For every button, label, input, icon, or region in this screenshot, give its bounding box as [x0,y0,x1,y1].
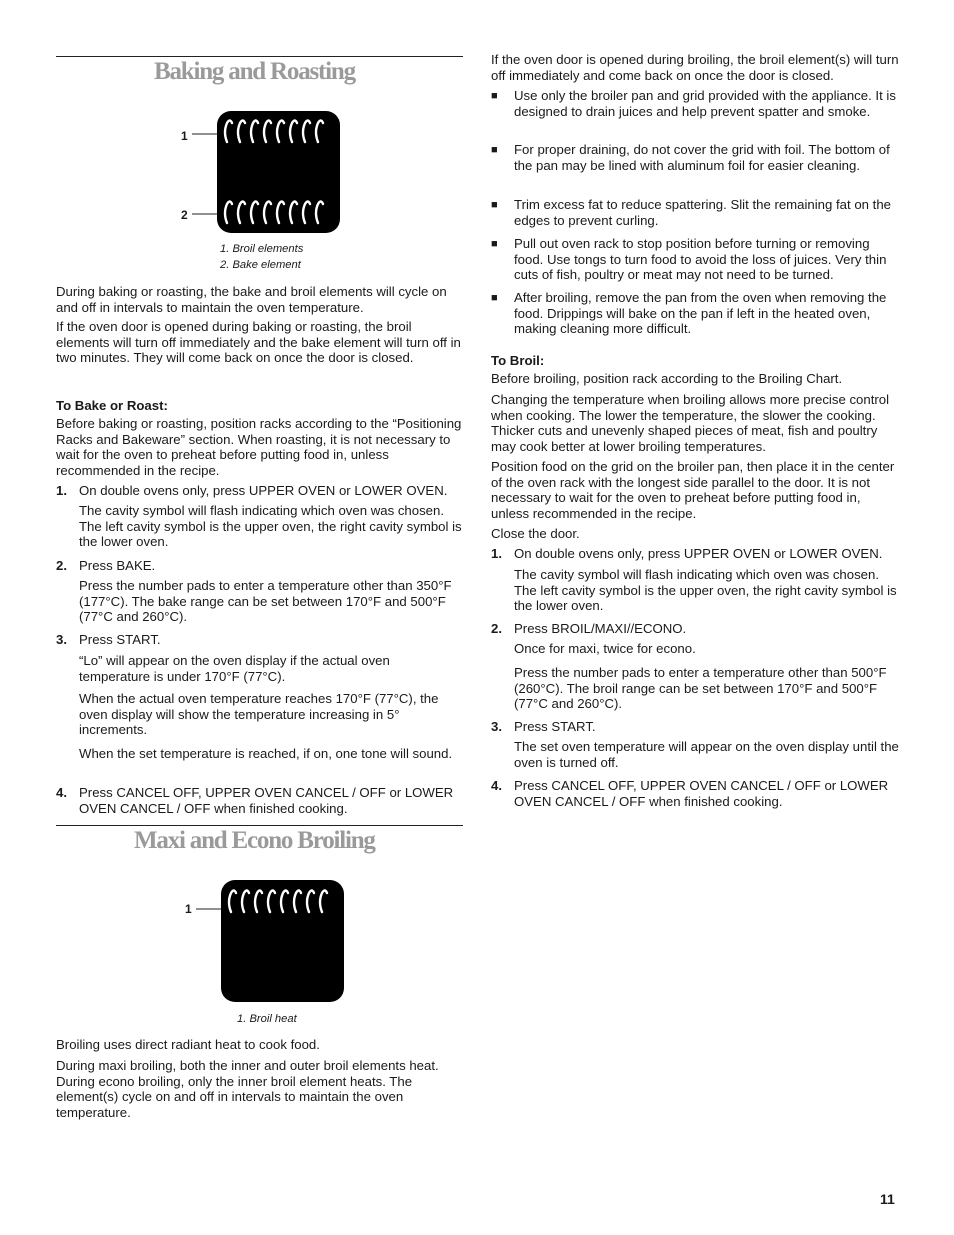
paragraph: Before broiling, position rack according to the Broiling Chart. [491,371,843,386]
maxi-section-title: Maxi and Econo Broiling [134,827,375,854]
step-text: Press BAKE. [79,558,156,573]
bullet-text: Trim excess fat to reduce spattering. Slit the remaining fat on the edges to prevent curling. [514,197,892,228]
bullet-text: Pull out oven rack to stop position before turning or removing food. Use tongs to turn food to avoid the loss of juices. Very thin cuts of fish, poultry or meat may not need to be turned. [514,236,887,283]
callout-number-1: 1 [185,902,192,916]
step-detail: When the actual oven temperature reaches 170°F (77°C), the oven display will show the temperature increasing in 5° increments. [79,691,439,738]
paragraph: During maxi broiling, both the inner and outer broil elements heat. During econo broiling, only the inner broil element heats. The element(s) cycle on and off in intervals to maintain the oven temperature. [56,1058,439,1120]
paragraph: If the oven door is opened during broiling, the broil element(s) will turn off immediately and come back on once the door is closed. [491,52,899,83]
figure-caption: 2. Bake element [220,259,301,271]
step-text: Press CANCEL OFF, UPPER OVEN CANCEL / OFF or LOWER OVEN CANCEL / OFF when finished cooking. [79,785,454,816]
bullet-glyph: ■ [491,144,498,156]
figure-caption: 1. Broil heat [237,1013,297,1025]
step-detail: The cavity symbol will flash indicating which oven was chosen. The left cavity symbol is the upper oven, the right cavity symbol is the lower oven. [79,503,462,550]
step-detail: The set oven temperature will appear on the oven display until the oven is turned off. [514,739,899,770]
step-detail: When the set temperature is reached, if on, one tone will sound. [79,746,453,761]
step-detail: Once for maxi, twice for econo. [514,641,696,656]
bullet-text: After broiling, remove the pan from the oven when removing the food. Drippings will bake on the pan if left in the heated oven, making cleaning more difficult. [514,290,887,337]
paragraph: Close the door. [491,526,580,541]
section-rule-maxi [56,825,463,826]
baking-section-title: Baking and Roasting [154,58,355,85]
step-text: Press CANCEL OFF, UPPER OVEN CANCEL / OFF or LOWER OVEN CANCEL / OFF when finished cooking. [514,778,889,809]
oven-diagram-baking [190,110,342,234]
step-text: Press START. [514,719,596,734]
step-text: Press START. [79,632,161,647]
step-number: 3. [56,632,67,647]
step-detail: Press the number pads to enter a temperature other than 350°F (177°C). The bake range can be set between 170°F and 500°F (77°C and 260°C). [79,578,452,625]
section-rule-baking [56,56,463,57]
paragraph: During baking or roasting, the bake and broil elements will cycle on and off in intervals to maintain the oven temperature. [56,284,447,315]
figure-caption: 1. Broil elements [220,243,304,255]
oven-diagram-broil [194,879,346,1003]
step-text: On double ovens only, press UPPER OVEN or LOWER OVEN. [79,483,448,498]
page-number: 11 [880,1191,895,1207]
paragraph: Changing the temperature when broiling allows more precise control when cooking. The lower the temperature, the slower the cooking. Thicker cuts and unevenly shaped pieces of meat, fish and poultry may cook better at lower broiling temperatures. [491,392,890,454]
bullet-glyph: ■ [491,90,498,102]
step-number: 4. [491,778,502,793]
step-number: 2. [56,558,67,573]
paragraph: If the oven door is opened during baking or roasting, the broil elements will turn off immediately and the bake element will turn off in two minutes. They will come back on once the door is closed. [56,319,461,366]
step-number: 2. [491,621,502,636]
paragraph: Position food on the grid on the broiler pan, then place it in the center of the oven rack with the longest side parallel to the door. It is not necessary to wait for the oven to preheat before putting food in, unless recommended in the recipe. [491,459,895,521]
step-number: 1. [56,483,67,498]
step-detail: Press the number pads to enter a temperature other than 500°F (260°C). The broil range can be set between 170°F and 500°F (77°C and 260°C). [514,665,887,712]
bullet-glyph: ■ [491,238,498,250]
step-number: 1. [491,546,502,561]
step-text: Press BROIL/MAXI//ECONO. [514,621,687,636]
step-detail: The cavity symbol will flash indicating which oven was chosen. The left cavity symbol is the upper oven, the right cavity symbol is the lower oven. [514,567,897,614]
subheading-broil: To Broil: [491,353,545,368]
callout-number-2: 2 [181,208,188,222]
step-number: 3. [491,719,502,734]
subheading-bake-roast: To Bake or Roast: [56,398,168,413]
step-text: On double ovens only, press UPPER OVEN or LOWER OVEN. [514,546,883,561]
step-number: 4. [56,785,67,800]
step-detail: “Lo” will appear on the oven display if the actual oven temperature is under 170°F (77°C). [79,653,390,684]
bullet-text: Use only the broiler pan and grid provided with the appliance. It is designed to drain juices and help prevent spatter and smoke. [514,88,896,119]
callout-number-1: 1 [181,129,188,143]
bullet-glyph: ■ [491,292,498,304]
bullet-text: For proper draining, do not cover the grid with foil. The bottom of the pan may be lined with aluminum foil for easier cleaning. [514,142,890,173]
bullet-glyph: ■ [491,199,498,211]
paragraph: Broiling uses direct radiant heat to cook food. [56,1037,320,1052]
paragraph: Before baking or roasting, position racks according to the “Positioning Racks and Bakeware” section. When roasting, it is not necessary to wait for the oven to preheat before putting food in, unless recommended in the recipe. [56,416,462,478]
